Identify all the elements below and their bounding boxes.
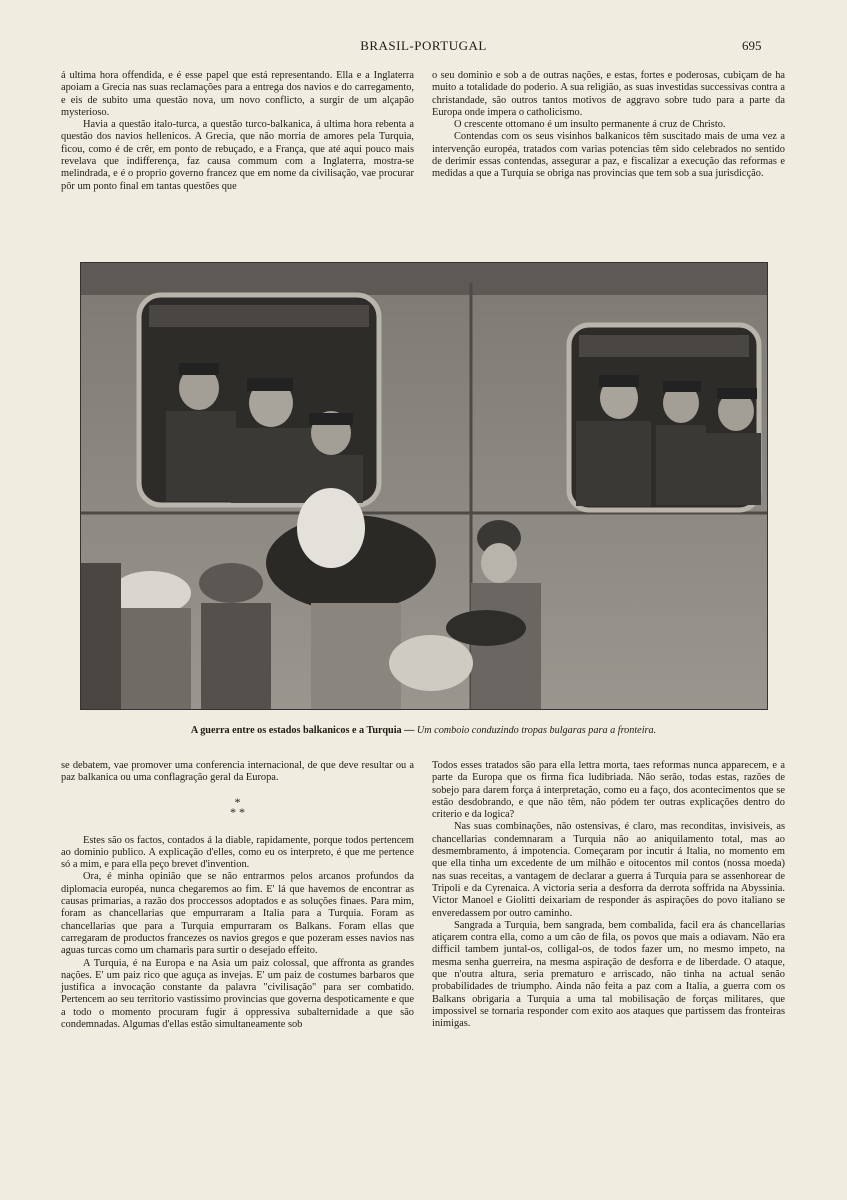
paragraph: o seu dominio e sob a de outras nações, e estas, fortes e poderosas, cubiçam de ha muito a totalidade do poderio. A sua religião, as suas investidas successivas contra a christandade, são outros tantos motivos de aggravo sobre tudo para a parte da Europa onde impera o catholicismo. — [432, 70, 785, 118]
column-top-right — [432, 70, 785, 181]
paragraph: á ultima hora offendida, e é esse papel que está representando. Ella e a Inglaterra apoiam a Grecia nas suas reclamações para a entrega dos navios e do carregamento, e eis de subito uma questão nova, um novo conflicto, a surgir de um alçapão mysterioso. — [61, 70, 414, 118]
column-bottom-right — [432, 760, 785, 1031]
running-header: BRASIL-PORTUGAL — [360, 38, 487, 53]
section-divider — [61, 794, 414, 819]
paragraph: A Turquia, é na Europa e na Asia um paiz colossal, que affronta as grandes nações. E' um paiz rico que aguça as invejas. E' um paiz de costumes barbaros que justifica a invocação constante da palavra "civilisação" para ser combatido. Pertencem ao seu territorio vastissimo provincias que governa despoticamente e que a todo o momento procuram fugir á oppressiva subalternidade a que são condemnadas. Algumas d'ellas estão simultaneamente sob — [61, 957, 414, 1031]
paragraph: Havia a questão italo-turca, a questão turco-balkanica, á ultima hora rebenta a questão dos navios hellenicos. A Grecia, que não morria de amores pela Turquia, ficou, como é de crêr, em ponto de rebuçado, e a França, que até aqui pouco mais revelava que indifferença, faz causa commum com a Inglaterra, mostra-se melindrada, e é o proprio governo francez que em nome da civilisação, vae procurar pôr um ponto final em tantas questões que — [61, 119, 414, 192]
paragraph: se debatem, vae promover uma conferencia internacional, de que deve resultar ou a paz balkanica ou uma conflagração geral da Europa. — [61, 760, 414, 784]
paragraph: Nas suas combinações, não ostensivas, é claro, mas reconditas, invisiveis, as chancellarias condemnaram a Turquia não ao aniquilamento total, mas ao desmembramento, á impotencia. Começaram por incutir á Italia, no momento em que ella tinha um excedente de um milhão e oitocentos mil contos (nossa moeda) nas suas receitas, a vantagem de declarar a guerra á Turquia para se assenhorear de Tripoli e da Cyrenaica. A victoria seria a desforra da derrota soffrida na Abyssinia. Victor Manoel e Giolitti deixariam de responder ás aspirações do povo italiano se enveredassem por outro caminho. — [432, 821, 785, 919]
caption-description: Um comboio conduzindo tropas bulgaras para a fronteira. — [416, 725, 657, 736]
paragraph: Ora, é minha opinião que se não entrarmos pelos arcanos profundos da diplomacia européa, nunca chegaremos ao fim. E' lá que havemos de encontrar as causas primarias, a razão dos proccessos adoptados e as soluções finaes. Para mim, foram as chancellarias que empurraram a Italia para a Turquia. Foram as chancellarias que para a Turquia empurraram os Balkans. Foram ellas que carregaram de productos francezes os navios gregos e que pozeram esses navios nas aguas turcas como um chamaris para surtir o desejado effeito. — [61, 871, 414, 957]
divider-stars: * * — [230, 804, 245, 819]
paragraph: Sangrada a Turquia, bem sangrada, bem combalida, facil era ás chancellarias atiçarem contra ella, como a um cão de fila, os povos que mais a odiavam. Não era difficil tambem juntal-os, colligal-os, de todos fazer um, no mesmo impeto, na mesma senha guerreira, na mesma aspiração de desforra e de liberdade. O ataque, que n'outra altura, seria prematuro e arriscado, não tinha na actual senão probabilidades de triumpho. Ainda não feita a paz com a Italia, a guerra com os Balkans obrigaria a Turquia a uma tal mobilisação de forças militares, que impossivel se tornaria responder com exito aos ataques que partissem das fronteiras inimigas. — [432, 919, 785, 1030]
paragraph: Contendas com os seus visinhos balkanicos têm suscitado mais de uma vez a intervenção européa, tratados com varias potencias têm sido celebrados no sentido de derimir essas contendas, assegurar a paz, e fiscalizar a execução das reformas e medidas a que a Turquia se obriga nas provincias que tem sob a sua jurisdicção. — [432, 131, 785, 180]
column-top-left — [61, 70, 414, 193]
caption-title: A guerra entre os estados balkanicos e a Turquia — — [190, 725, 415, 736]
paragraph: Estes são os factos, contados á la diable, rapidamente, porque todos pertencem ao dominio publico. A explicação d'elles, como eu os interpreto, é que me pertence só a mim, e para ella peço brevet d'invention. — [61, 834, 414, 871]
photo-caption — [0, 725, 847, 736]
column-bottom-left — [61, 760, 414, 1031]
paragraph: Todos esses tratados são para ella lettra morta, taes reformas nunca apparecem, e a parte da Europa que os firma fica ludibriada. Não serão, todas estas, razões de sobejo para darem força á interpretação, como eu a faço, dos acontecimentos que se estão desdobrando, e que não têm, não pódem ter outras explicações dentro do criterio e da logica? — [432, 760, 785, 821]
page-number: 695 — [742, 38, 762, 53]
paragraph: O crescente ottomano é um insulto permanente á cruz de Christo. — [454, 119, 726, 131]
photograph-troop-train — [80, 262, 768, 710]
divider-star: * — [234, 794, 241, 809]
